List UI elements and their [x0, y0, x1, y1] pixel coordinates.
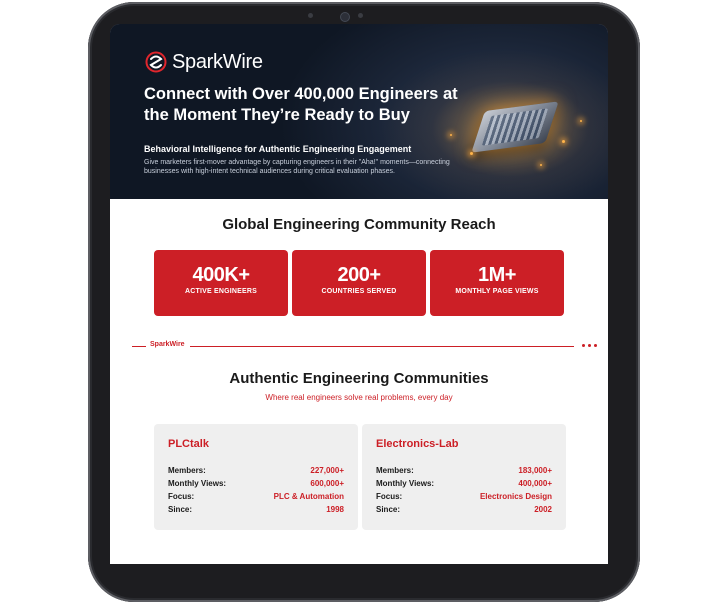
- community-name: PLCtalk: [168, 438, 209, 450]
- camera-icon: [340, 12, 350, 22]
- row-key: Since:: [168, 505, 193, 514]
- divider-dot: [588, 344, 591, 347]
- row-value: 227,000+: [310, 466, 344, 475]
- light-dot: [540, 164, 542, 166]
- stat-card: [154, 250, 288, 316]
- row-value: PLC & Automation: [273, 492, 344, 501]
- light-dot: [470, 152, 473, 155]
- row-value: 400,000+: [518, 479, 552, 488]
- row-key: Focus:: [168, 492, 195, 501]
- stat-label: COUNTRIES SERVED: [321, 288, 397, 295]
- stat-card: [292, 250, 426, 316]
- sparkwire-logo-icon: [144, 50, 168, 74]
- screen[interactable]: [110, 24, 608, 564]
- community-card-plctalk[interactable]: [154, 424, 358, 530]
- row-key: Focus:: [376, 492, 403, 501]
- stat-card: [430, 250, 564, 316]
- brand-name: SparkWire: [172, 50, 263, 73]
- light-dot: [450, 134, 452, 136]
- community-card-electronics-lab[interactable]: [362, 424, 566, 530]
- brand-logo[interactable]: [144, 50, 263, 74]
- row-key: Monthly Views:: [376, 479, 435, 488]
- sensor: [358, 13, 363, 18]
- row-key: Monthly Views:: [168, 479, 227, 488]
- row-value: 2002: [534, 505, 552, 514]
- chip-image: [471, 101, 558, 152]
- row-key: Members:: [376, 466, 414, 475]
- light-dot: [580, 120, 582, 122]
- stat-value: 1M+: [478, 264, 516, 286]
- row-value: 183,000+: [518, 466, 552, 475]
- hero-subtitle: Behavioral Intelligence for Authentic Engineering Engagement: [144, 144, 412, 154]
- sensor: [308, 13, 313, 18]
- communities-subtitle: Where real engineers solve real problems, every day: [265, 393, 453, 402]
- light-dot: [562, 140, 565, 143]
- row-key: Members:: [168, 466, 206, 475]
- row-key: Since:: [376, 505, 401, 514]
- divider-dot: [594, 344, 597, 347]
- divider-line: [132, 346, 146, 347]
- row-value: 1998: [326, 505, 344, 514]
- row-value: 600,000+: [310, 479, 344, 488]
- hero-description: Give marketers first-mover advantage by capturing engineers in their "Aha!" moments—connecting businesses with high-intent technical audiences during critical evaluation phases.: [144, 159, 450, 175]
- community-name: Electronics-Lab: [376, 438, 459, 450]
- divider-dot: [582, 344, 585, 347]
- section-divider: [132, 340, 602, 352]
- communities-title: Authentic Engineering Communities: [229, 370, 489, 387]
- row-value: Electronics Design: [479, 492, 552, 501]
- stat-label: ACTIVE ENGINEERS: [184, 288, 258, 295]
- stat-label: MONTHLY PAGE VIEWS: [455, 288, 539, 295]
- divider-label: SparkWire: [150, 341, 185, 348]
- divider-line: [190, 346, 574, 347]
- hero-title: Connect with Over 400,000 Engineers at the Moment They’re Ready to Buy: [144, 85, 458, 124]
- stat-value: 400K+: [192, 264, 250, 286]
- stat-value: 200+: [337, 264, 381, 286]
- hero-banner: [110, 24, 608, 199]
- reach-title: Global Engineering Community Reach: [222, 216, 496, 233]
